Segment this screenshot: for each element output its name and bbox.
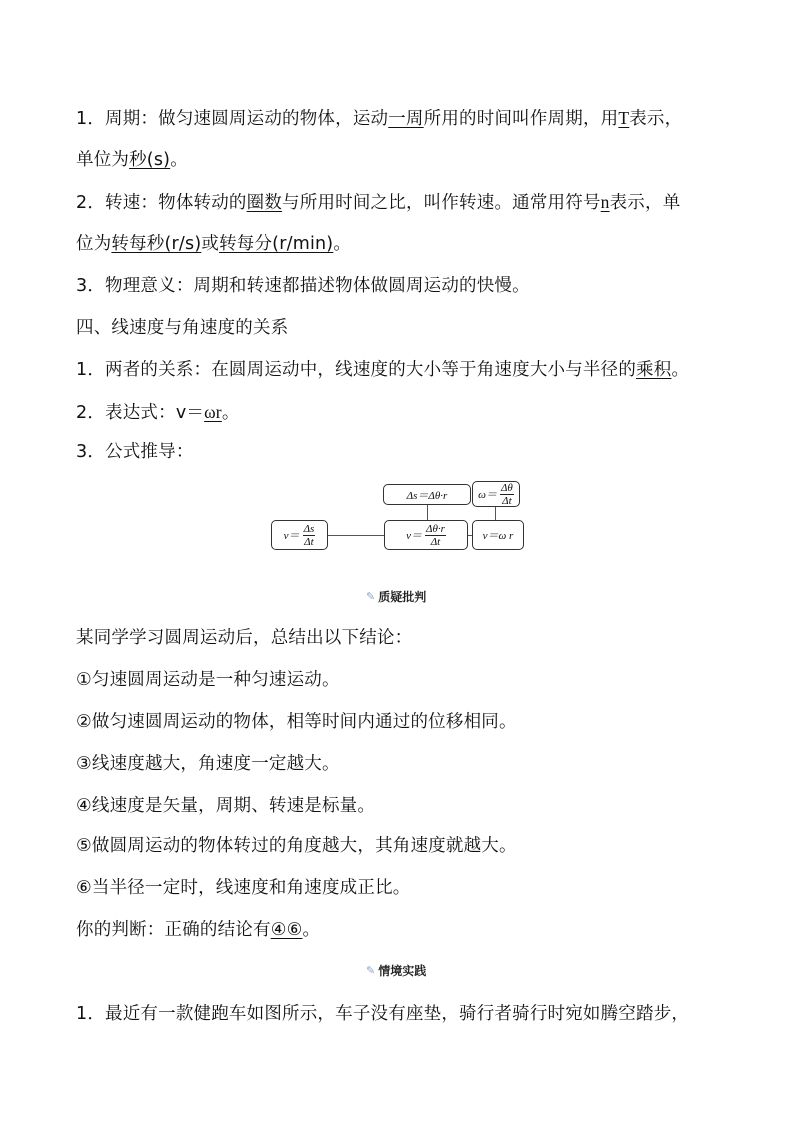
conclusion-3: ③线速度越大，角速度一定越大。 [76, 754, 340, 774]
connector-top2 [495, 507, 496, 520]
blank-omega-r: ωr [204, 402, 222, 422]
rotation-unit-line: 位为转每秒(r/s)或转每分(r/min)。 [76, 234, 352, 254]
practice-question-1: 1．最近有一款健跑车如图所示，车子没有座垫，骑行者骑行时宛如腾空踏步， [76, 1004, 690, 1024]
period-unit-line: 单位为秒(s)。 [76, 150, 188, 170]
formula-ds-dtheta-r: Δs＝Δθ·r [383, 484, 471, 505]
blank-product: 乘积 [636, 360, 672, 380]
blank-one-cycle: 一周 [388, 109, 424, 129]
conclusion-intro: 某同学学习圆周运动后，总结出以下结论： [76, 628, 413, 648]
formula-omega-dtheta-dt: ω＝ $\frac{\Delta\theta}{\Delta t}$ [472, 481, 520, 507]
blank-second-unit: 秒(s) [129, 150, 171, 170]
conclusion-2: ②做匀速圆周运动的物体，相等时间内通过的位移相同。 [76, 712, 517, 732]
section-label-critique: ✎ 质疑批判 [366, 590, 427, 604]
formula-v-ds-dt: v＝ $\frac{\Delta s}{\Delta t}$ [271, 520, 328, 550]
blank-correct-answers: ④⑥ [270, 920, 303, 940]
connector-1-2 [328, 535, 384, 536]
relation-line: 1．两者的关系：在圆周运动中，线速度的大小等于角速度大小与半径的乘积。 [76, 360, 690, 380]
blank-symbol-n: n [600, 192, 610, 212]
blank-rpm: 转每分(r/min) [219, 234, 334, 254]
formula-v-omega-r: v＝ω r [472, 520, 524, 550]
rotation-speed-line: 2．转速：物体转动的圈数与所用时间之比，叫作转速。通常用符号n表示，单 [76, 192, 681, 213]
section-label-practice: ✎ 情境实践 [366, 964, 427, 978]
blank-revolutions: 圈数 [246, 193, 283, 213]
conclusion-6: ⑥当半径一定时，线速度和角速度成正比。 [76, 878, 411, 898]
blank-rps: 转每秒(r/s) [111, 234, 202, 254]
derivation-heading: 3．公式推导： [76, 442, 194, 462]
blank-symbol-T: T [618, 108, 630, 128]
physical-meaning-line: 3．物理意义：周期和转速都描述物体做圆周运动的快慢。 [76, 276, 530, 296]
conclusion-4: ④线速度是矢量，周期、转速是标量。 [76, 796, 376, 816]
judgment-line: 你的判断：正确的结论有④⑥。 [76, 920, 321, 940]
connector-top1 [427, 505, 428, 520]
expression-line: 2．表达式：v＝ωr。 [76, 402, 240, 423]
conclusion-5: ⑤做圆周运动的物体转过的角度越大，其角速度就越大。 [76, 836, 517, 856]
pen-icon: ✎ [366, 590, 376, 603]
section-heading-four: 四、线速度与角速度的关系 [76, 318, 289, 338]
pen-icon: ✎ [366, 964, 376, 977]
formula-v-dtheta-r-dt: v＝ $\frac{\Delta\theta\cdot r}{\Delta t}$ [384, 520, 468, 550]
conclusion-1: ①匀速圆周运动是一种匀速运动。 [76, 670, 340, 690]
period-definition-line: 1．周期：做匀速圆周运动的物体，运动一周所用的时间叫作周期，用T表示， [76, 108, 683, 129]
